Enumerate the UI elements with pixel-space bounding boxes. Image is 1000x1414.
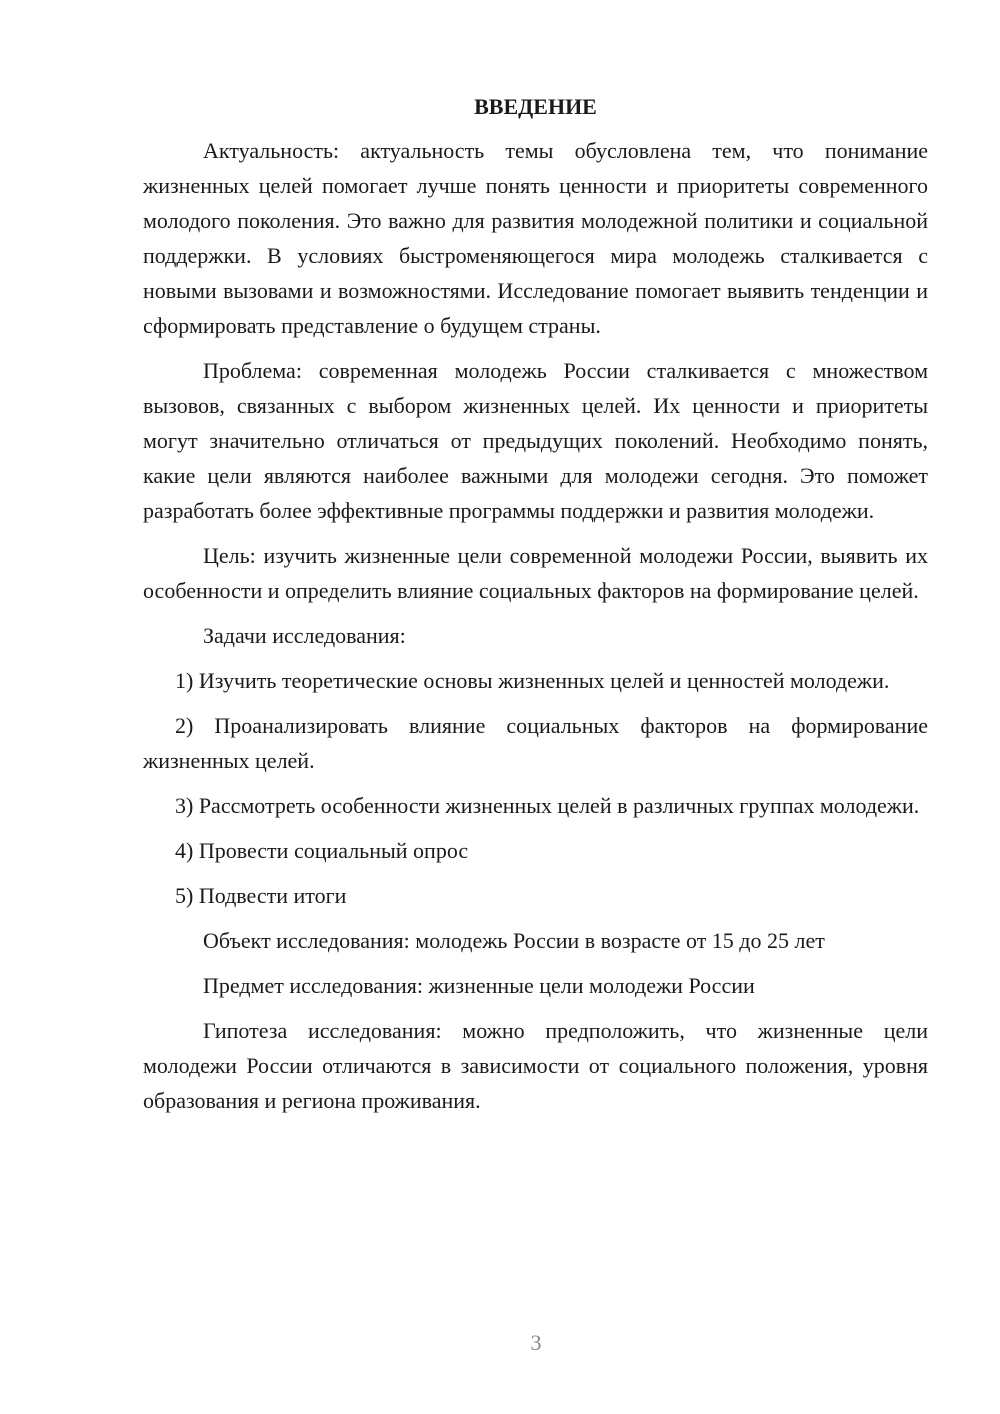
section-title: ВВЕДЕНИЕ <box>474 94 597 119</box>
relevance-paragraph: Актуальность: актуальность темы обусловлена тем, что понимание жизненных целей помогает лучше понять ценности и приоритеты современного молодого поколения. Это важно для развития молодежной политики и социальной поддержки. В условиях быстроменяющегося мира молодежь сталкивается с новыми вызовами и возможностями. Исследование помогает выявить тенденции и сформировать представление о будущем страны. <box>143 138 928 338</box>
hypothesis-paragraph: Гипотеза исследования: можно предположить, что жизненные цели молодежи России отличаются в зависимости от социального положения, уровня образования и региона проживания. <box>143 1018 928 1113</box>
task-item: 5) Подвести итоги <box>175 883 347 908</box>
task-item: 4) Провести социальный опрос <box>175 838 469 863</box>
task-item: 3) Рассмотреть особенности жизненных целей в различных группах молодежи. <box>175 793 920 818</box>
goal-paragraph: Цель: изучить жизненные цели современной молодежи России, выявить их особенности и определить влияние социальных факторов на формирование целей. <box>143 543 928 603</box>
problem-paragraph: Проблема: современная молодежь России сталкивается с множеством вызовов, связанных с выбором жизненных целей. Их ценности и приоритеты могут значительно отличаться от предыдущих поколений. Необходимо понять, какие цели являются наиболее важными для молодежи сегодня. Это поможет разработать более эффективные программы поддержки и развития молодежи. <box>143 358 928 523</box>
page-number: 3 <box>530 1330 542 1355</box>
object-paragraph: Объект исследования: молодежь России в возрасте от 15 до 25 лет <box>203 928 825 953</box>
tasks-heading: Задачи исследования: <box>203 623 406 648</box>
document-page <box>143 92 928 1128</box>
tasks-list <box>143 663 928 913</box>
task-item: 2) Проанализировать влияние социальных факторов на формирование жизненных целей. <box>143 713 928 773</box>
task-item: 1) Изучить теоретические основы жизненных целей и ценностей молодежи. <box>175 668 890 693</box>
subject-paragraph: Предмет исследования: жизненные цели молодежи России <box>203 973 755 998</box>
